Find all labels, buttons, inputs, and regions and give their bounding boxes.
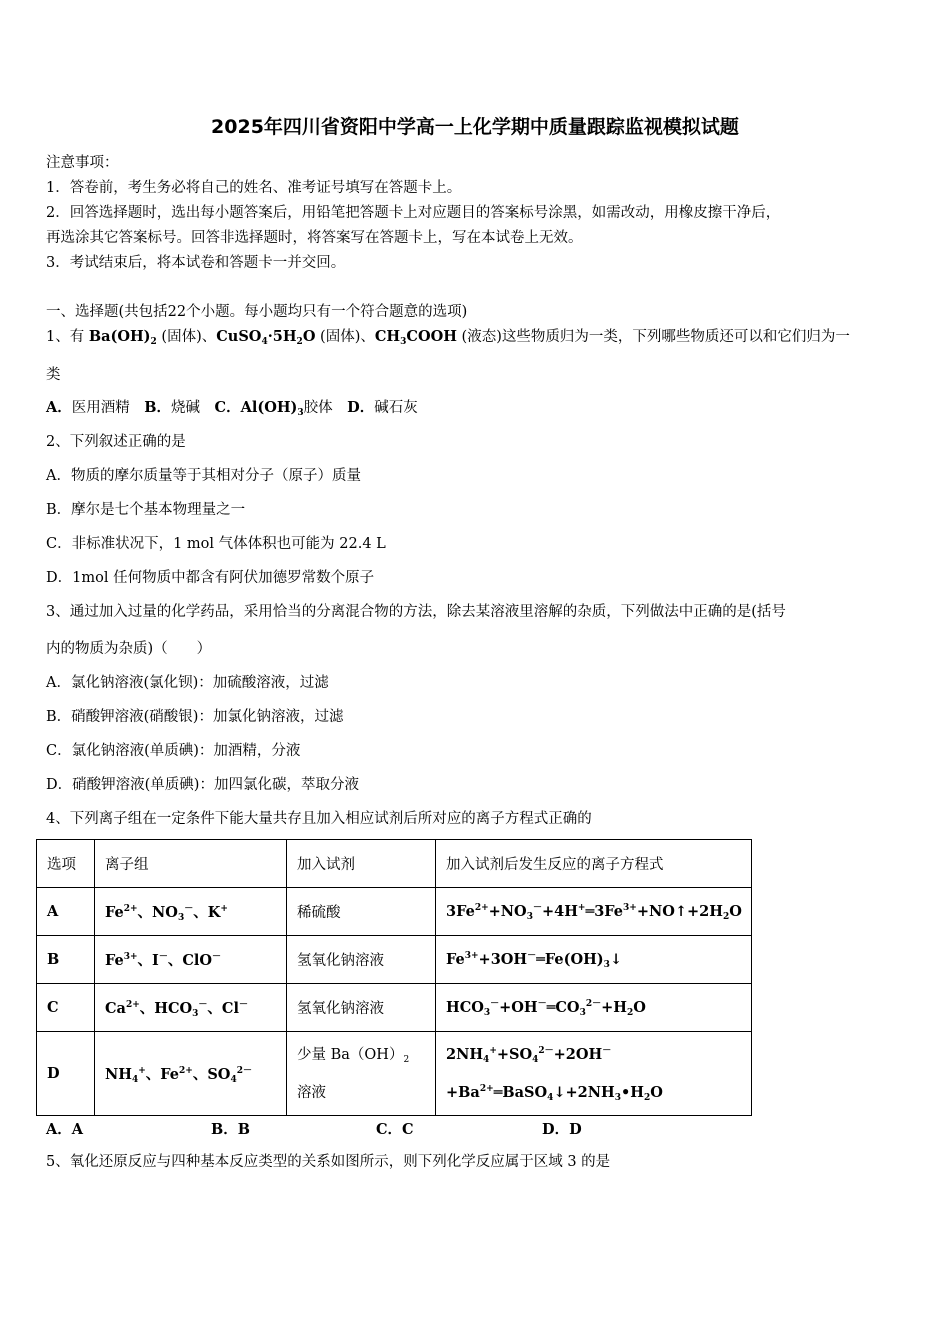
table-row — [37, 936, 752, 984]
notice-item-1: 1．答卷前，考生务必将自己的姓名、准考证号填写在答题卡上。 — [46, 180, 462, 196]
q5-stem: 5、氧化还原反应与四种基本反应类型的关系如图所示，则下列化学反应属于区域 3 的是 — [46, 1154, 611, 1170]
table-header-row — [37, 840, 752, 888]
table-header: 加入试剂 — [287, 840, 436, 888]
q2-option-a: A．物质的摩尔质量等于其相对分子（原子）质量 — [46, 468, 361, 484]
table-row — [37, 888, 752, 936]
q4-answer-d: D．D — [542, 1121, 582, 1138]
reagent: 氢氧化钠溶液 — [287, 984, 436, 1032]
table-header: 选项 — [37, 840, 95, 888]
q4-stem: 4、下列离子组在一定条件下能大量共存且加入相应试剂后所对应的离子方程式正确的 — [46, 811, 592, 827]
table-row — [37, 984, 752, 1032]
q2-option-c: C．非标准状况下，1 mol 气体体积也可能为 22.4 L — [46, 536, 386, 552]
exam-title: 2025年四川省资阳中学高一上化学期中质量跟踪监视模拟试题 — [211, 116, 739, 138]
q4-table — [36, 839, 752, 1116]
q2-option-b: B．摩尔是七个基本物理量之一 — [46, 502, 246, 518]
ionic-equation: $Fe^{3+}+3OH^-═Fe(OH)_3↓$ — [436, 936, 752, 984]
q1-stem: 1、有 $Ba(OH)_2$ (固体)、$CuSO_4\cdot 5H_2O$ (固体)、$CH_3COOH$ (液态)这些物质归为一类，下列哪些物质还可以和它们归为一 — [46, 328, 850, 347]
q4-answer-a: A．A — [46, 1121, 84, 1138]
ionic-equation: $2NH_4^++SO_4^{2-}+2OH^-$ $+Ba^{2+}═BaSO_4↓+2NH_3•H_2O$ — [436, 1032, 752, 1116]
notice-item-2-cont: 再选涂其它答案标号。回答非选择题时，将答案写在答题卡上，写在本试卷上无效。 — [46, 230, 583, 246]
section-heading: 一、选择题(共包括22个小题。每小题均只有一个符合题意的选项) — [46, 304, 468, 320]
q4-answer-b: B．B — [211, 1121, 251, 1138]
ion-group: $NH_4^+$、$Fe^{2+}$、$SO_4^{2-}$ — [95, 1032, 287, 1116]
reagent: 氢氧化钠溶液 — [287, 936, 436, 984]
table-row — [37, 1032, 752, 1116]
ion-group: $Fe^{3+}$、I－、ClO－ — [95, 936, 287, 984]
table-header: 加入试剂后发生反应的离子方程式 — [436, 840, 752, 888]
q3-stem: 3、通过加入过量的化学药品，采用恰当的分离混合物的方法，除去某溶液里溶解的杂质，下列做法中正确的是(括号 — [46, 604, 786, 620]
q3-option-a: A．氯化钠溶液(氯化钡)：加硫酸溶液，过滤 — [46, 675, 329, 691]
row-label: C — [37, 984, 95, 1032]
reagent: 稀硫酸 — [287, 888, 436, 936]
q3-stem-cont: 内的物质为杂质)（ ） — [46, 641, 212, 657]
notice-item-2: 2．回答选择题时，选出每小题答案后，用铅笔把答题卡上对应题目的答案标号涂黑，如需改动，用橡皮擦干净后， — [46, 205, 781, 221]
reagent-cont: 溶液 — [297, 1084, 326, 1101]
notice-heading: 注意事项： — [46, 155, 119, 171]
notice-item-3: 3．考试结束后，将本试卷和答题卡一并交回。 — [46, 255, 346, 271]
reagent: 少量 $Ba(OH)_2$ 溶液 — [287, 1032, 436, 1116]
q1-stem-cont: 类 — [46, 367, 61, 383]
q4-answer-c: C．C — [376, 1121, 414, 1138]
ion-group: $Fe^{2+}$、$NO_3^-$、K+ — [95, 888, 287, 936]
q2-option-d: D．1mol 任何物质中都含有阿伏加德罗常数个原子 — [46, 570, 375, 586]
table-header: 离子组 — [95, 840, 287, 888]
row-label: B — [37, 936, 95, 984]
q1-options: A．医用酒精 B．烧碱 C．$Al(OH)_3$胶体 D．碱石灰 — [46, 399, 418, 418]
row-label: D — [37, 1032, 95, 1116]
q3-option-c: C．氯化钠溶液(单质碘)：加酒精，分液 — [46, 743, 301, 759]
q2-stem: 2、下列叙述正确的是 — [46, 434, 186, 450]
q3-option-b: B．硝酸钾溶液(硝酸银)：加氯化钠溶液，过滤 — [46, 709, 344, 725]
ionic-equation: $3Fe^{2+}+NO_3^-+4H^+═3Fe^{3+}+NO↑+2H_2O$ — [436, 888, 752, 936]
ion-group: $Ca^{2+}$、$HCO_3^-$、Cl－ — [95, 984, 287, 1032]
row-label: A — [37, 888, 95, 936]
ionic-equation: $HCO_3^-+OH^-═CO_3^{2-}+H_2O$ — [436, 984, 752, 1032]
q3-option-d: D．硝酸钾溶液(单质碘)：加四氯化碳，萃取分液 — [46, 777, 359, 793]
